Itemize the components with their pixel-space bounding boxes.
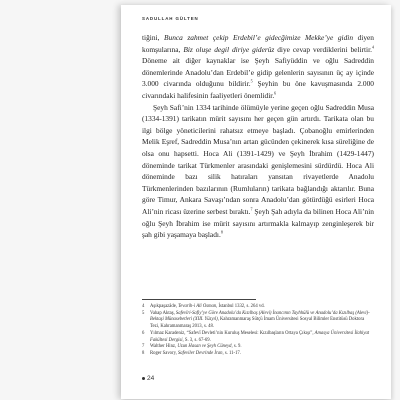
text-run: Döneme ait diğer kaynaklar ise Şeyh Safiyüddin ve oğlu Sadreddin dönemlerinde Anadolu’dan Erdebil’e gidip gelenlerin sayısının üç ay içinde 3.000 civarında olduğunu bildirir. [142,56,374,89]
footnote-text [150,311,374,331]
italic-title: Safevîri-Safiy’ye Göre Anadolu’da Kızılbaş (Alevi) İnancının Tayhhülü ve Anadolu’da Kızılbaş (Alevi)-Bektaşi Münasebetleri (XIII. Yüzyıl) [150,310,370,323]
italic-title: Amasya Üniversitesi İlahiyat Fakültesi Dergisi [150,330,370,343]
footnote-number: 7 [142,344,145,350]
footnote-text [150,344,374,351]
footnote-ref: 7 [250,206,253,212]
footnote-number: 8 [142,350,145,356]
text-run: , s. 11-17. [222,350,241,356]
text-run: , s. 9. [231,344,242,350]
text-run: Walther Hinz, [150,344,178,350]
italic-title: Biz oluşe degil diriye giderüz [183,44,275,54]
running-head: SADULLAH GÜLTEN [142,16,199,21]
text-run: diyen komşularına, [142,33,374,54]
text-run: diye cevap verdiklerini belirtir. [274,44,373,54]
footnote [142,311,374,331]
text-run: Şeyh Safi’nin 1334 tarihinde ölümüyle yerine geçen oğlu Sadreddin Musa (1334-1391) tarikatın mürit sayısını her geçen gün artırdı. Tarikata olan bu ilgi bölge yöneticilerini rahatsız etmeye başladı. Çobanoğlu emirlerinden Melik Eşref, Sadreddin Musa’nın artan gücünden çekinerek kısa süreliğine de olsa onu hapsetti. Hoca Ali (1391-1429) ve Şeyh İbrahim (1429-1447) döneminde tarikat Türkmenler arasındaki genişlemesini sürdürdü. Hoca Ali döneminde bazı silik hatıraları yansıtan rivayetlerde Anadolu Türkmenlerinden bazılarının (Rumluların) tarikata bağlandığı aktarılır. Buna göre Timur, Ankara Savaşı’ndan sonra Anadolu’dan götürdüğü esirleri Hoca Ali’nin ricası üzerine serbest bıraktı. [142,102,374,216]
footnote-text [150,304,374,311]
footnote [142,351,374,358]
paragraph [142,32,374,102]
footnote-number: 5 [142,310,145,316]
text-run: Vahap Aktaş, [150,310,176,316]
footnote-text [150,351,374,358]
text-run: Roger Savory, [150,350,178,356]
footnote-ref: 5 [250,78,253,84]
text-run: tiğini, [142,33,164,42]
footnote-number: 4 [142,304,145,309]
text-run: Aşıkpaşazâde, [150,304,179,309]
text-run: , Kahramanmaraş Sütçü İmam Üniversitesi Sosyal Bilimler Enstitüsü Doktora Tezi, Kahramanmaraş 2013, s. 48. [150,317,365,330]
footnote-number: 6 [142,330,145,336]
footnote [142,331,374,344]
footnote-ref: 6 [274,90,277,96]
bullet-icon [142,377,145,380]
footnote-ref: 4 [372,44,375,50]
footnote [142,344,374,351]
footnote [142,304,374,311]
text-run: Şeyhin bu öne kavuşmasında 2.000 civarındaki halifesinin faaliyetleri önemlidir. [142,79,374,100]
page-number-label: 24 [147,375,155,382]
footnote-rule [142,299,256,300]
page-number [142,375,154,382]
text-run: Şeyh Şah adıyla da bilinen Hoca Ali’nin oğlu Şeyh İbrahim ise mürit sayısını artırmakla kalmayıp zenginleşerek bir şah gibi yaşamaya başladı. [142,206,374,240]
italic-title: Bunca zahmet çekip Erdebil’e gidecğimize Mekke’ye gidin [164,33,354,42]
text-run: , İstanbul 1332, s. 264 vd. [216,304,265,309]
italic-title: Safeviler Devrinde İran [177,350,223,356]
italic-title: Tevarih-i Ali Osman [178,304,217,309]
italic-title: Uzun Hasan ve Şeyh Cüneyd [177,344,232,350]
footnotes [142,304,374,358]
paragraph [142,102,374,241]
text-run: Yılmaz Karadeniz, “Safevî Devleti’nin Kuruluş Meselesi: Kızılbaşların Ortaya Çıkışı”, [150,330,315,336]
footnote-text [150,331,374,344]
book-page [121,5,391,399]
text-run: , S. 3, s. 67-69. [182,337,211,343]
footnote-ref: 8 [220,229,223,235]
body-text [142,32,374,241]
